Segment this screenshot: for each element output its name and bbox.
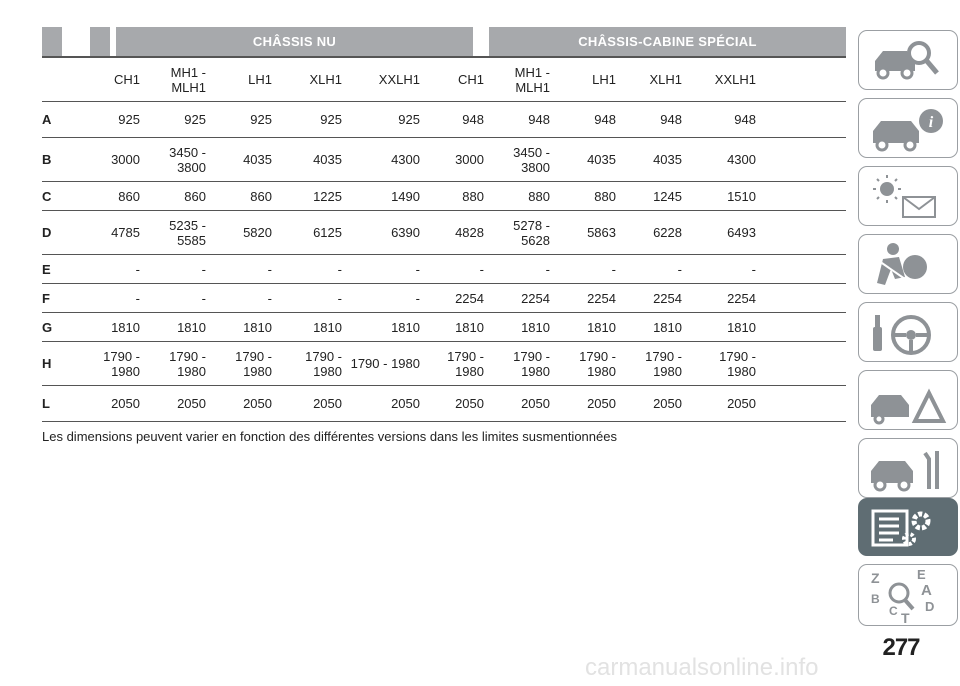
row-label: L	[42, 396, 50, 411]
table-cell: 2254	[653, 290, 682, 306]
table-cell: 4035	[313, 152, 342, 167]
table-cell: 5235 - 5585	[169, 217, 206, 248]
table-cell: 4300	[391, 152, 420, 167]
index-letter: C	[889, 604, 898, 618]
table-cell: 2050	[455, 396, 484, 411]
table-row	[42, 211, 846, 255]
column-header: XLH1	[309, 72, 342, 87]
group-chassis-cabine-special: CHÂSSIS-CABINE SPÉCIAL	[489, 27, 846, 56]
table-cell: 2254	[455, 290, 484, 306]
row-label: E	[42, 261, 51, 277]
index-letter: A	[921, 582, 932, 599]
table-cell: 1810	[521, 319, 550, 335]
page-number: 277	[882, 634, 920, 661]
sidebar-tab-warning-lights[interactable]	[858, 166, 958, 226]
table-cell: 1810	[455, 319, 484, 335]
table-cell: -	[267, 261, 272, 277]
table-cell: 6228	[653, 225, 682, 240]
table-cell: 925	[398, 112, 420, 127]
table-cell: 2050	[587, 396, 616, 411]
table-cell: -	[677, 261, 682, 277]
table-cell: 3450 - 3800	[513, 144, 550, 175]
table-cell: 2050	[111, 396, 140, 411]
table-cell: 1790 - 1980	[645, 348, 682, 379]
table-cell: -	[201, 261, 206, 277]
column-header: XLH1	[649, 72, 682, 87]
row-label: H	[42, 356, 52, 371]
index-letter: E	[917, 567, 926, 582]
table-note: Les dimensions peuvent varier en fonction des différentes versions dans les limites susmentionnées	[42, 429, 617, 444]
table-cell: 5278 - 5628	[513, 217, 550, 248]
table-cell: 880	[528, 188, 550, 204]
column-header: CH1	[113, 72, 140, 87]
index-letters-icon	[859, 565, 958, 626]
table-cell: 2050	[727, 396, 756, 411]
table-cell: 860	[118, 188, 140, 204]
table-cell: 925	[184, 112, 206, 127]
watermark: carmanualsonline.info	[585, 654, 819, 681]
table-cell: -	[135, 290, 140, 306]
breakdown-triangle-icon	[859, 371, 958, 430]
table-cell: 1790 - 1980	[447, 348, 484, 379]
table-cell: 4785	[111, 225, 140, 240]
table-cell: 1790 - 1980	[350, 356, 420, 371]
table-cell: -	[545, 261, 550, 277]
table-cell: 4035	[587, 152, 616, 167]
table-cell: 880	[594, 188, 616, 204]
table-cell: 1810	[391, 319, 420, 335]
table-cell: 2050	[177, 396, 206, 411]
table-cell: 948	[660, 112, 682, 127]
table-cell: 948	[528, 112, 550, 127]
table-cell: -	[415, 261, 420, 277]
sidebar-tab-index[interactable]	[858, 564, 958, 626]
table-cell: 1245	[653, 188, 682, 204]
table-cell: -	[479, 261, 484, 277]
table-cell: 5863	[587, 225, 616, 240]
table-cell: -	[611, 261, 616, 277]
row-label: B	[42, 152, 52, 167]
table-cell: 948	[734, 112, 756, 127]
table-row	[42, 386, 846, 422]
table-cell: 1225	[313, 188, 342, 204]
table-cell: 4035	[243, 152, 272, 167]
row-label: C	[42, 188, 52, 204]
table-cell: 948	[462, 112, 484, 127]
specifications-gear-icon	[859, 499, 958, 556]
table-cell: 2254	[587, 290, 616, 306]
table-group-header	[42, 27, 846, 58]
table-cell: -	[135, 261, 140, 277]
index-letter: T	[901, 610, 910, 626]
table-cell: 1790 - 1980	[169, 348, 206, 379]
car-service-icon	[859, 439, 958, 498]
sidebar-tab-car-search[interactable]	[858, 30, 958, 90]
table-cell: -	[337, 261, 342, 277]
column-header: LH1	[592, 72, 616, 87]
column-header: MH1 - MLH1	[514, 64, 550, 95]
column-header: XXLH1	[714, 72, 756, 87]
steering-wheel-icon	[859, 303, 958, 362]
sidebar-tab-airbag-safety[interactable]	[858, 234, 958, 294]
table-cell: -	[201, 290, 206, 306]
table-row	[42, 182, 846, 211]
table-cell: 1810	[587, 319, 616, 335]
table-row	[42, 284, 846, 313]
table-row	[42, 255, 846, 284]
table-row	[42, 313, 846, 342]
svg-text:i: i	[928, 114, 934, 131]
column-header: MH1 - MLH1	[170, 64, 206, 95]
table-cell: 1790 - 1980	[513, 348, 550, 379]
index-letter: B	[871, 592, 880, 606]
table-cell: 1810	[313, 319, 342, 335]
table-cell: 1810	[243, 319, 272, 335]
table-cell: 925	[320, 112, 342, 127]
table-cell: 2050	[313, 396, 342, 411]
column-header-row	[42, 58, 846, 102]
table-cell: 1490	[391, 188, 420, 204]
sidebar-tab-car-service[interactable]	[858, 438, 958, 498]
table-cell: 6390	[391, 225, 420, 240]
row-label: F	[42, 290, 50, 306]
table-cell: 6493	[727, 225, 756, 240]
index-letter: D	[925, 599, 935, 614]
table-row	[42, 102, 846, 138]
sidebar-tab-breakdown[interactable]	[858, 370, 958, 430]
sidebar-tab-steering-wheel[interactable]	[858, 302, 958, 362]
row-label: D	[42, 225, 52, 240]
table-cell: 2050	[521, 396, 550, 411]
table-body	[42, 102, 846, 422]
table-cell: 2254	[521, 290, 550, 306]
table-cell: 948	[594, 112, 616, 127]
table-cell: 1510	[727, 188, 756, 204]
table-cell: 925	[250, 112, 272, 127]
table-cell: 925	[118, 112, 140, 127]
table-row	[42, 342, 846, 386]
sidebar-tab-car-info[interactable]	[858, 98, 958, 158]
table-cell: 1790 - 1980	[103, 348, 140, 379]
table-cell: 3000	[111, 152, 140, 167]
car-search-icon	[859, 31, 958, 90]
table-cell: 880	[462, 188, 484, 204]
table-cell: 5820	[243, 225, 272, 240]
column-header: LH1	[248, 72, 272, 87]
table-cell: 3450 - 3800	[169, 144, 206, 175]
table-cell: -	[337, 290, 342, 306]
table-cell: 6125	[313, 225, 342, 240]
warning-lights-icon	[859, 167, 958, 226]
group-chassis-nu: CHÂSSIS NU	[116, 27, 473, 56]
table-cell: 1790 - 1980	[579, 348, 616, 379]
table-cell: 1810	[727, 319, 756, 335]
table-cell: 2050	[391, 396, 420, 411]
airbag-safety-icon	[859, 235, 958, 294]
table-cell: 1810	[111, 319, 140, 335]
index-letter: Z	[871, 570, 880, 586]
table-cell: 860	[184, 188, 206, 204]
table-cell: 2050	[243, 396, 272, 411]
table-cell: 1790 - 1980	[719, 348, 756, 379]
table-cell: 4035	[653, 152, 682, 167]
table-cell: 4300	[727, 152, 756, 167]
column-header: XXLH1	[378, 72, 420, 87]
table-cell: -	[267, 290, 272, 306]
table-cell: 1790 - 1980	[305, 348, 342, 379]
table-cell: 1810	[653, 319, 682, 335]
sidebar-tab-specifications[interactable]	[858, 498, 958, 556]
table-cell: 1790 - 1980	[235, 348, 272, 379]
car-info-icon	[859, 99, 958, 158]
table-cell: 860	[250, 188, 272, 204]
table-cell: 4828	[455, 225, 484, 240]
table-cell: 2050	[653, 396, 682, 411]
row-label: G	[42, 319, 53, 335]
table-cell: 2254	[727, 290, 756, 306]
table-cell: 1810	[177, 319, 206, 335]
table-row	[42, 138, 846, 182]
column-header: CH1	[457, 72, 484, 87]
table-cell: -	[415, 290, 420, 306]
dimensions-table	[42, 27, 846, 444]
row-label: A	[42, 112, 52, 127]
table-cell: 3000	[455, 152, 484, 167]
table-cell: -	[751, 261, 756, 277]
